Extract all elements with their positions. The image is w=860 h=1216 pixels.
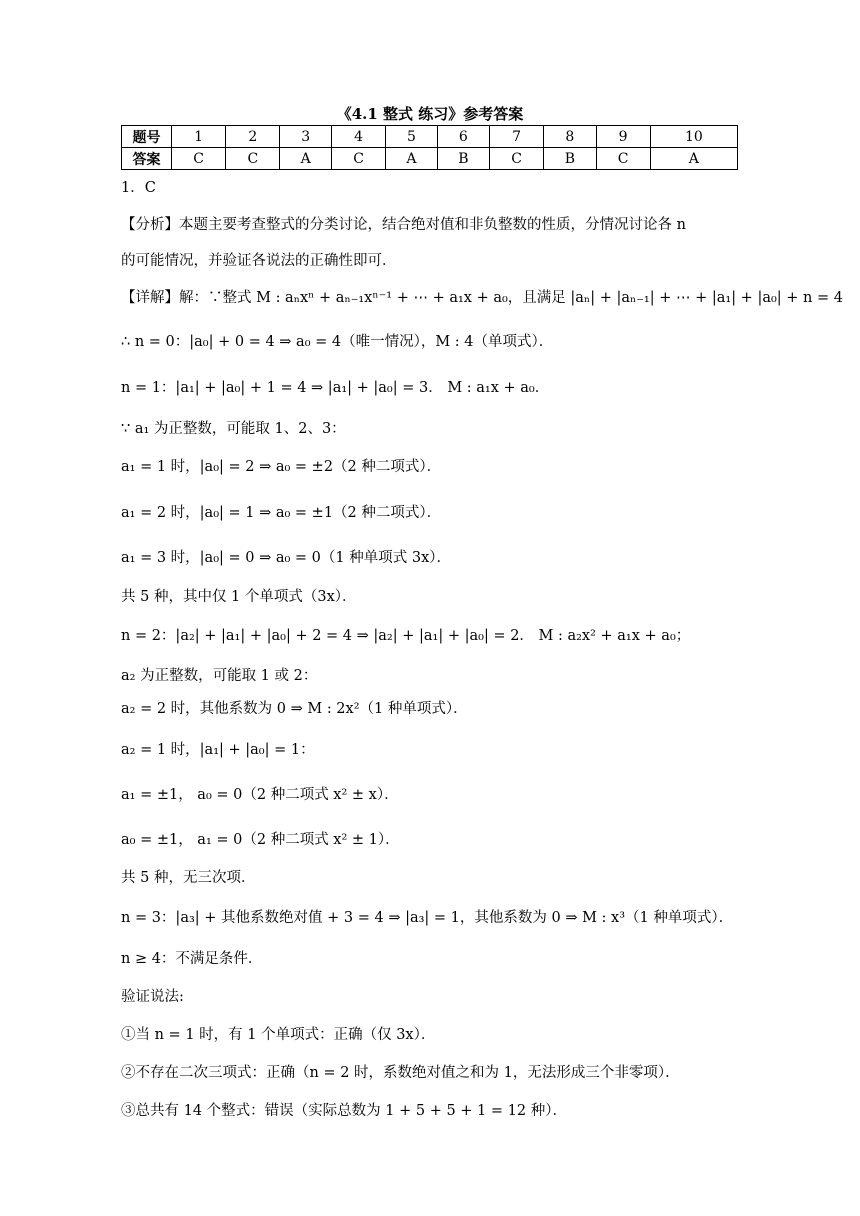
question-number-cell: 10 [650, 126, 737, 148]
answer-cell: C [489, 148, 543, 170]
case-n1-note: ∵ a₁ 为正整数，可能取 1、2、3： [121, 421, 346, 437]
answer-cell: B [437, 148, 489, 170]
answer-cell: C [226, 148, 280, 170]
analysis-text: 【分析】本题主要考查整式的分类讨论，结合绝对值和非负整数的性质，分情况讨论各 n [121, 217, 686, 233]
case-a0-pm1: a₀ = ±1， a₁ = 0（2 种二项式 x² ± 1）． [121, 832, 400, 848]
question-number-cell: 6 [437, 126, 489, 148]
detail-intro: 【详解】解：∵整式 M : aₙxⁿ + aₙ₋₁xⁿ⁻¹ + ⋯ + a₁x + a₀，且满足 |aₙ| + |aₙ₋₁| + ⋯ + |a₁| + |a₀| + n = 4 [121, 290, 843, 306]
case-a2-2: a₂ = 2 时，其他系数为 0 ⇒ M : 2x²（1 种单项式）． [121, 701, 468, 717]
analysis-text-cont: 的可能情况，并验证各说法的正确性即可． [121, 253, 397, 269]
case-n1-summary: 共 5 种，其中仅 1 个单项式（3x）． [121, 589, 357, 605]
case-a1-2: a₁ = 2 时，|a₀| = 1 ⇒ a₀ = ±1（2 种二项式）． [121, 505, 442, 521]
page-title: 《4.1 整式 练习》参考答案 [336, 105, 524, 123]
answer-table [121, 125, 738, 170]
case-n2-summary: 共 5 种，无三次项． [121, 870, 256, 886]
question-number-row [122, 126, 738, 148]
case-n0: ∴ n = 0：|a₀| + 0 = 4 ⇒ a₀ = 4（唯一情况），M : 4（单项式）． [121, 334, 554, 350]
question-number-cell: 8 [544, 126, 596, 148]
case-a1-3: a₁ = 3 时，|a₀| = 0 ⇒ a₀ = 0（1 种单项式 3x）． [121, 550, 451, 566]
answer-cell: A [386, 148, 438, 170]
answer-cell: A [650, 148, 737, 170]
question-number-cell: 2 [226, 126, 280, 148]
verify-item-1: ①当 n = 1 时，有 1 个单项式：正确（仅 3x）． [121, 1027, 436, 1043]
answer-heading: 1．C [121, 180, 156, 196]
case-n2-note: a₂ 为正整数，可能取 1 或 2： [121, 668, 318, 684]
verify-heading: 验证说法: [121, 989, 184, 1005]
answer-cell: C [172, 148, 226, 170]
question-number-cell: 4 [331, 126, 385, 148]
case-a1-1: a₁ = 1 时，|a₀| = 2 ⇒ a₀ = ±2（2 种二项式）． [121, 459, 442, 475]
question-number-cell: 9 [596, 126, 650, 148]
verify-item-2: ②不存在二次三项式：正确（n = 2 时，系数绝对值之和为 1，无法形成三个非零项）． [121, 1065, 680, 1081]
case-n2: n = 2：|a₂| + |a₁| + |a₀| + 2 = 4 ⇒ |a₂| + |a₁| + |a₀| = 2． M : a₂x² + a₁x + a₀； [121, 628, 691, 644]
answer-cell: A [280, 148, 332, 170]
case-n1: n = 1：|a₁| + |a₀| + 1 = 4 ⇒ |a₁| + |a₀| = 3． M : a₁x + a₀． [121, 380, 550, 396]
verify-item-3: ③总共有 14 个整式：错误（实际总数为 1 + 5 + 5 + 1 = 12 种）． [121, 1103, 567, 1119]
answer-cell: B [544, 148, 596, 170]
question-number-cell: 5 [386, 126, 438, 148]
case-a1-pm1: a₁ = ±1， a₀ = 0（2 种二项式 x² ± x）． [121, 787, 399, 803]
answer-row [122, 148, 738, 170]
case-n3: n = 3：|a₃| + 其他系数绝对值 + 3 = 4 ⇒ |a₃| = 1，其他系数为 0 ⇒ M : x³（1 种单项式）． [121, 910, 734, 926]
question-number-cell: 1 [172, 126, 226, 148]
question-number-cell: 3 [280, 126, 332, 148]
answer-cell: C [331, 148, 385, 170]
case-a2-1: a₂ = 1 时，|a₁| + |a₀| = 1： [121, 742, 315, 758]
question-number-cell: 7 [489, 126, 543, 148]
row-header-answer: 答案 [122, 148, 172, 170]
row-header-number: 题号 [122, 126, 172, 148]
case-n4: n ≥ 4：不满足条件． [121, 951, 263, 967]
answer-cell: C [596, 148, 650, 170]
